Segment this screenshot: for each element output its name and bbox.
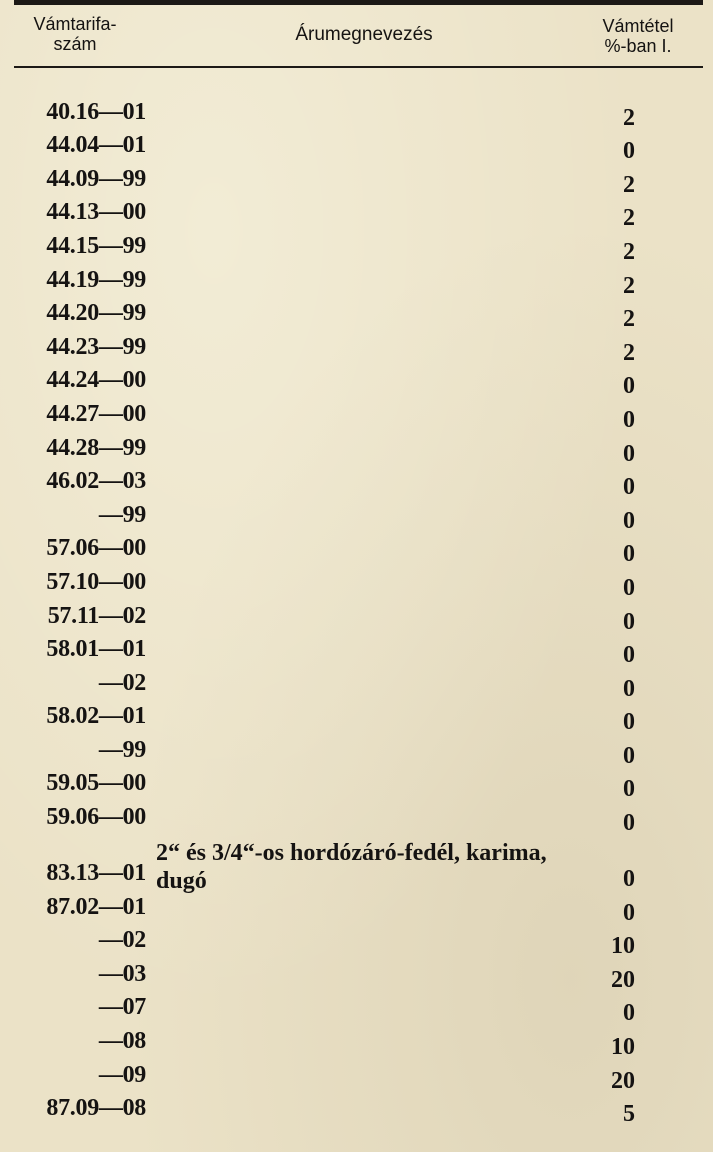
duty-rate: 2	[623, 171, 635, 198]
duty-rate: 0	[623, 742, 635, 769]
tariff-code: —09	[98, 1061, 146, 1088]
table-row	[0, 803, 713, 837]
header-goods-description: Árumegnevezés	[295, 24, 433, 45]
table-row	[0, 501, 713, 535]
tariff-code: 40.16—01	[46, 98, 146, 125]
table-row	[0, 232, 713, 266]
duty-rate: 0	[623, 810, 635, 837]
tariff-code: 59.06—00	[46, 804, 146, 831]
table-row	[0, 927, 713, 961]
table-row	[0, 893, 713, 927]
table-row	[0, 266, 713, 300]
duty-rate: 0	[623, 440, 635, 467]
tariff-table-body	[0, 98, 713, 1128]
tariff-code: 44.20—99	[46, 300, 146, 327]
duty-rate: 0	[623, 474, 635, 501]
table-row	[0, 636, 713, 670]
header-duty-rate-line2: %-ban I.	[604, 36, 672, 56]
duty-rate: 10	[611, 933, 635, 960]
duty-rate: 0	[623, 776, 635, 803]
tariff-code: —02	[98, 669, 146, 696]
table-row	[0, 770, 713, 804]
duty-rate: 10	[611, 1034, 635, 1061]
duty-rate: 0	[623, 541, 635, 568]
table-row	[0, 300, 713, 334]
top-rule	[14, 0, 703, 5]
header-tariff-number-line2: szám	[53, 34, 97, 54]
tariff-code: —08	[98, 1028, 146, 1055]
duty-rate: 0	[623, 406, 635, 433]
tariff-code: —99	[98, 501, 146, 528]
tariff-code: —02	[98, 927, 146, 954]
tariff-code: —03	[98, 960, 146, 987]
table-row	[0, 703, 713, 737]
duty-rate: 0	[623, 608, 635, 635]
table-row	[0, 602, 713, 636]
tariff-code: 44.13—00	[46, 199, 146, 226]
table-row	[0, 165, 713, 199]
table-row	[0, 535, 713, 569]
table-row	[0, 199, 713, 233]
header-tariff-number-line1: Vámtarifa-	[33, 14, 117, 34]
duty-rate: 5	[623, 1101, 635, 1128]
duty-rate: 2	[623, 272, 635, 299]
table-row	[0, 468, 713, 502]
tariff-code: 44.04—01	[46, 132, 146, 159]
tariff-code: 87.02—01	[46, 893, 146, 920]
duty-rate: 20	[611, 966, 635, 993]
tariff-code: 46.02—03	[46, 468, 146, 495]
goods-description: 2“ és 3/4“-os hordózáró-fedél, karima, dugó	[156, 840, 547, 895]
header-rule	[14, 66, 703, 68]
duty-rate: 0	[623, 138, 635, 165]
table-row	[0, 333, 713, 367]
duty-rate: 2	[623, 306, 635, 333]
duty-rate: 0	[623, 507, 635, 534]
table-row	[0, 736, 713, 770]
tariff-code: 58.02—01	[46, 703, 146, 730]
tariff-code: 44.28—99	[46, 434, 146, 461]
duty-rate: 0	[623, 642, 635, 669]
table-row	[0, 1061, 713, 1095]
tariff-code: —07	[98, 994, 146, 1021]
duty-rate: 20	[611, 1067, 635, 1094]
table-row	[0, 132, 713, 166]
tariff-code: 58.01—01	[46, 636, 146, 663]
table-row	[0, 960, 713, 994]
table-row	[0, 400, 713, 434]
duty-rate: 0	[623, 899, 635, 926]
table-row	[0, 434, 713, 468]
tariff-code: —99	[98, 736, 146, 763]
duty-rate: 0	[623, 373, 635, 400]
header-duty-rate-line1: Vámtétel	[602, 16, 674, 36]
tariff-code: 83.13—01	[46, 860, 146, 887]
tariff-code: 44.15—99	[46, 232, 146, 259]
header-duty-rate	[583, 16, 693, 56]
header-tariff-number	[20, 14, 130, 54]
table-header	[14, 6, 703, 64]
table-row	[0, 1095, 713, 1129]
tariff-code: 87.09—08	[46, 1095, 146, 1122]
tariff-code: 44.09—99	[46, 165, 146, 192]
tariff-code: 44.24—00	[46, 367, 146, 394]
tariff-code: 57.10—00	[46, 568, 146, 595]
duty-rate: 0	[623, 1000, 635, 1027]
tariff-code: 44.27—00	[46, 400, 146, 427]
tariff-code: 57.06—00	[46, 535, 146, 562]
table-row	[0, 98, 713, 132]
table-row	[0, 1027, 713, 1061]
duty-rate: 0	[623, 866, 635, 893]
duty-rate: 2	[623, 339, 635, 366]
table-row	[0, 568, 713, 602]
tariff-code: 44.19—99	[46, 266, 146, 293]
table-row	[0, 837, 713, 893]
table-row	[0, 367, 713, 401]
duty-rate: 2	[623, 104, 635, 131]
tariff-code: 59.05—00	[46, 770, 146, 797]
duty-rate: 2	[623, 238, 635, 265]
duty-rate: 0	[623, 675, 635, 702]
table-row	[0, 994, 713, 1028]
duty-rate: 2	[623, 205, 635, 232]
duty-rate: 0	[623, 709, 635, 736]
tariff-code: 44.23—99	[46, 333, 146, 360]
table-row	[0, 669, 713, 703]
duty-rate: 0	[623, 574, 635, 601]
tariff-code: 57.11—02	[47, 602, 146, 629]
